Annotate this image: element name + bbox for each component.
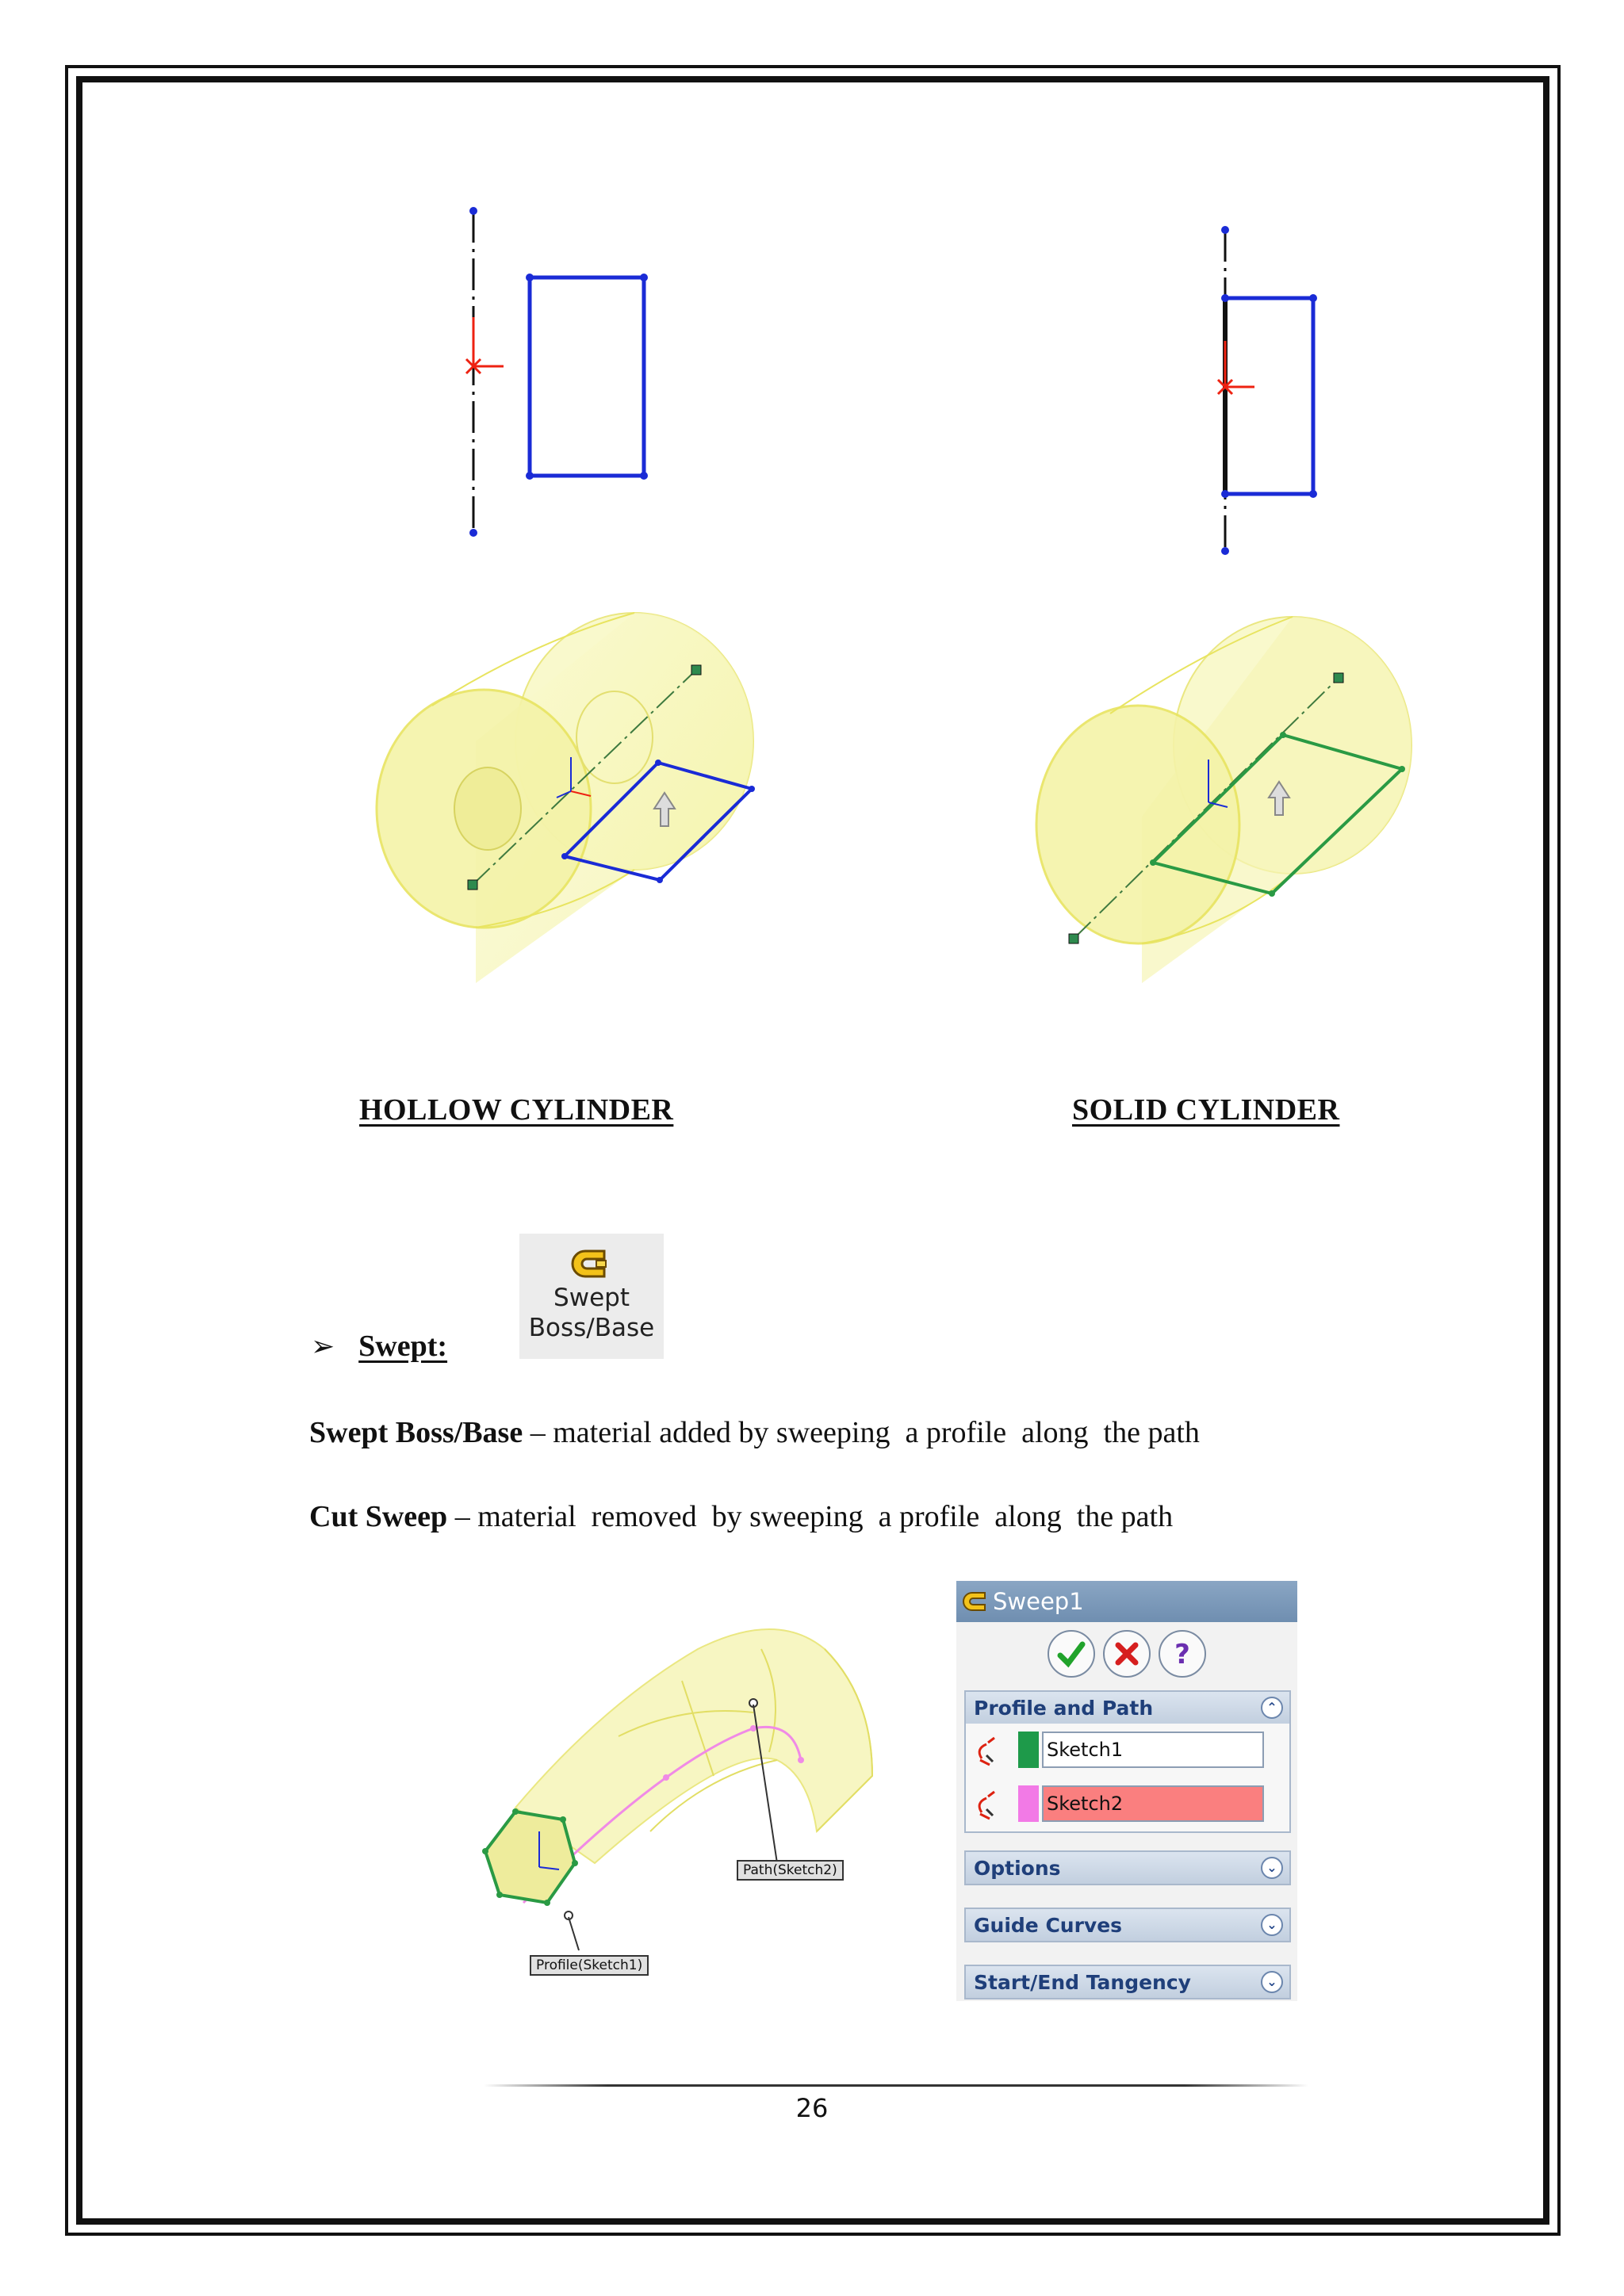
profile-and-path-group [964,1690,1291,1833]
profile-selection-row [971,1730,1264,1770]
path-selection-row [971,1784,1264,1823]
options-header [966,1852,1289,1884]
path-color-swatch [1018,1785,1039,1822]
property-manager-titlebar [956,1581,1297,1622]
expand-icon[interactable]: ⌄ [1261,1857,1283,1879]
swept-button-label-2: Boss/Base [528,1314,655,1342]
profile-and-path-title: Profile and Path [974,1696,1154,1720]
sweep-feature-icon [961,1588,990,1615]
start-end-tangency-header [966,1966,1289,1998]
term-cut-sweep: Cut Sweep [309,1500,448,1533]
close-icon [1111,1638,1143,1670]
path-selection-field[interactable]: Sketch2 [1042,1785,1264,1822]
profile-color-swatch [1018,1732,1039,1768]
help-icon [1166,1638,1198,1670]
swept-boss-icon [569,1245,614,1283]
definition-swept-boss: – material added by sweeping a profile along the path [523,1416,1200,1449]
cancel-button[interactable] [1103,1630,1151,1678]
term-swept-boss: Swept Boss/Base [309,1416,523,1449]
profile-and-path-header[interactable] [966,1692,1289,1724]
checkmark-icon [1055,1638,1087,1670]
swept-heading: Swept: [358,1330,448,1363]
path-icon [971,1785,1018,1822]
start-end-tangency-title: Start/End Tangency [974,1970,1191,1994]
profile-icon [971,1732,1018,1768]
help-button[interactable] [1159,1630,1206,1678]
start-end-tangency-group[interactable] [964,1965,1291,1999]
hollow-sketch-figure [444,198,682,547]
ok-button[interactable] [1048,1630,1095,1678]
definition-cut-sweep: – material removed by sweeping a profile along the path [447,1500,1174,1533]
swept-bullet [311,1329,447,1364]
hollow-cylinder-3d-figure [373,595,785,991]
bullet-arrow-icon: ➢ [311,1330,335,1362]
expand-icon[interactable]: ⌄ [1261,1914,1283,1936]
guide-curves-title: Guide Curves [974,1913,1123,1937]
svg-text:?: ? [1174,1639,1190,1670]
guide-curves-header [966,1909,1289,1941]
solid-cylinder-3d-figure [1023,603,1435,991]
options-group[interactable] [964,1850,1291,1885]
footer-rule [484,2084,1308,2087]
solid-cylinder-caption: SOLID CYLINDER [1072,1093,1340,1127]
hollow-cylinder-caption: HOLLOW CYLINDER [359,1093,674,1127]
options-title: Options [974,1856,1061,1880]
profile-callout: Profile(Sketch1) [530,1955,649,1976]
page-number: 26 [795,2093,829,2123]
path-callout: Path(Sketch2) [737,1860,844,1881]
cut-sweep-definition [309,1498,1173,1535]
swept-boss-definition [309,1414,1200,1451]
sweep-3d-figure [444,1617,888,1982]
swept-boss-base-button[interactable] [519,1234,664,1359]
sweep-property-manager [956,1581,1297,2001]
guide-curves-group[interactable] [964,1908,1291,1942]
profile-selection-field[interactable]: Sketch1 [1042,1732,1264,1768]
swept-button-label-1: Swept [553,1284,630,1312]
collapse-icon[interactable]: ⌃ [1261,1697,1283,1719]
expand-icon[interactable]: ⌄ [1261,1971,1283,1993]
property-manager-title: Sweep1 [993,1588,1084,1615]
solid-sketch-figure [1189,214,1348,563]
